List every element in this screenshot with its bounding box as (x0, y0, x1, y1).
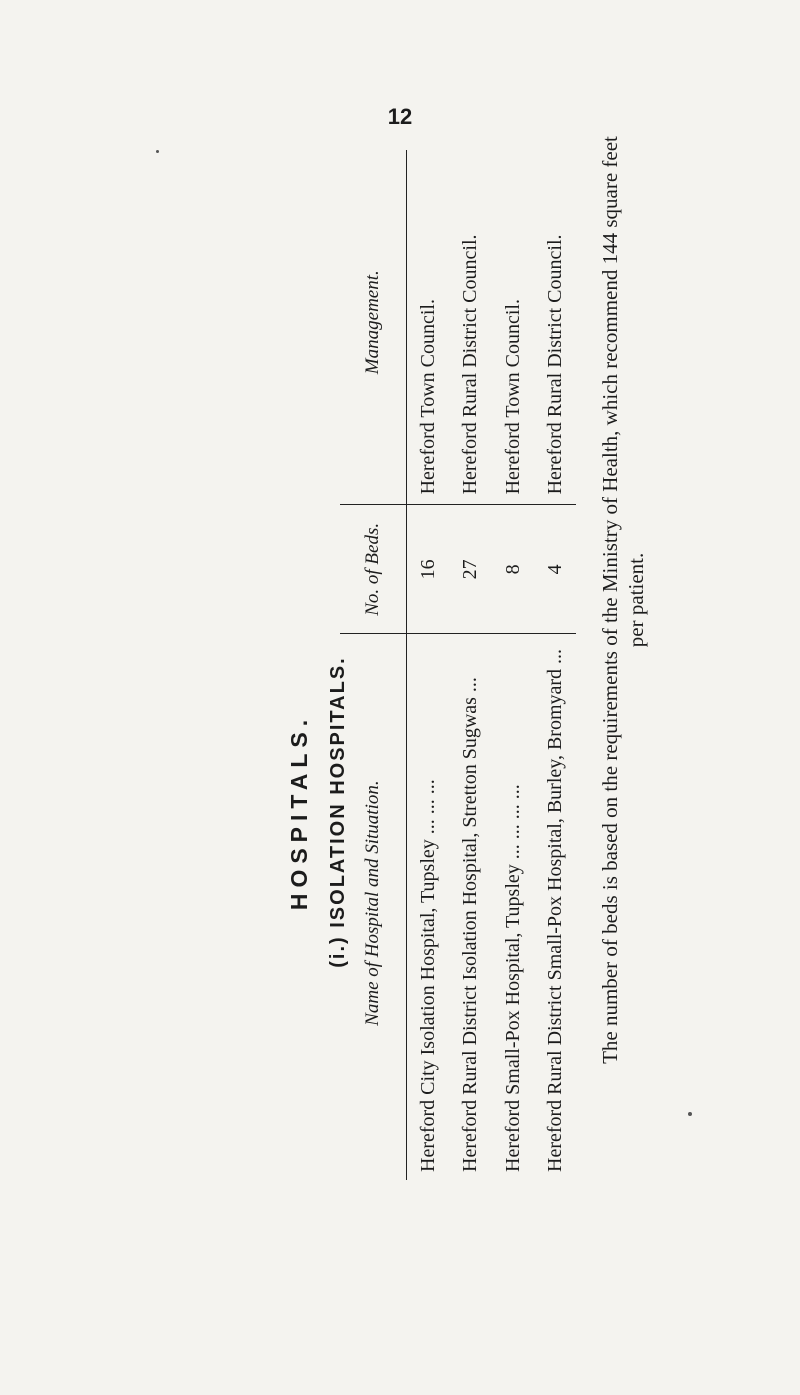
footnote-line-1: The number of beds is based on the requirements of the Ministry of Health, which recommend 144 square feet (598, 136, 622, 1064)
header-management: Management. (340, 150, 407, 505)
table-row (407, 150, 450, 1180)
hospitals-table (340, 150, 576, 1180)
section-title: HOSPITALS. (286, 713, 312, 911)
table-header-row (340, 150, 407, 1180)
hospital-name: Hereford Rural District Isolation Hospital, Stretton Sugwas ... (449, 634, 491, 1180)
bed-count: 4 (534, 505, 576, 634)
section-subtitle: (i.) ISOLATION HOSPITALS. (327, 656, 349, 968)
bed-count: 8 (492, 505, 534, 634)
hospital-name: Hereford Small-Pox Hospital, Tupsley ... ... ... ... (492, 634, 534, 1180)
header-name: Name of Hospital and Situation. (340, 634, 407, 1180)
table-row (492, 150, 534, 1180)
bed-count: 27 (449, 505, 491, 634)
bed-count: 16 (407, 505, 450, 634)
hospitals-table-wrapper (340, 150, 576, 1180)
footnote-line-2: per patient. (624, 552, 648, 648)
hospital-name: Hereford Rural District Small-Pox Hospital, Burley, Bromyard ... (534, 634, 576, 1180)
footnote (597, 10, 649, 1190)
page-number: 12 (387, 104, 413, 129)
print-speck (156, 150, 159, 153)
management: Hereford Rural District Council. (459, 234, 482, 495)
hospital-name: Hereford City Isolation Hospital, Tupsley ... ... ... (407, 634, 450, 1180)
management: Hereford Town Council. (417, 299, 440, 495)
management: Hereford Town Council. (501, 299, 524, 495)
table-row (449, 150, 491, 1180)
header-beds: No. of Beds. (340, 505, 407, 634)
table-row (534, 150, 576, 1180)
management: Hereford Rural District Council. (543, 234, 566, 495)
print-speck (688, 1112, 692, 1116)
